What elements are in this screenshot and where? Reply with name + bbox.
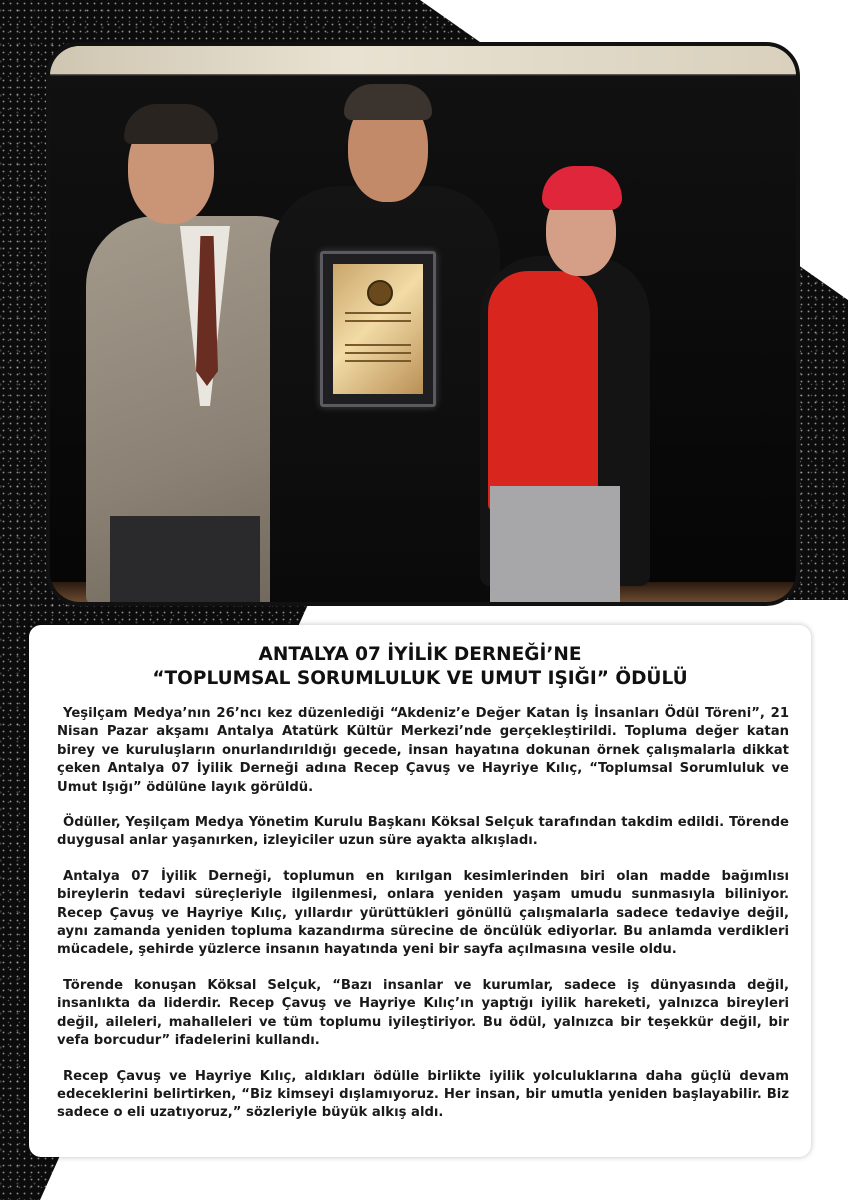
plaque-emblem	[367, 280, 393, 306]
right-person-red-shirt	[488, 271, 598, 511]
award-plaque	[320, 251, 436, 407]
plaque-text-line	[345, 312, 411, 314]
paragraph: Recep Çavuş ve Hayriye Kılıç, aldıkları ödülle birlikte iyilik yolculuklarına daha güçlü devam edeceklerini belirtirken, “Biz kimseyi dışlamıyoruz. Her insan, bir umutla yeniden başlayabilir. Biz sadece o eli uzatıyoruz,” sözleriyle büyük alkış aldı.	[57, 1068, 789, 1121]
left-person-trousers	[110, 516, 260, 606]
right-person-hair	[542, 166, 622, 210]
plaque-text-line	[345, 360, 411, 362]
paragraph: Ödüller, Yeşilçam Medya Yönetim Kurulu Başkanı Köksal Selçuk tarafından takdim edildi. Törende duygusal anlar yaşanırken, izleyiciler uzun süre ayakta alkışladı.	[57, 815, 789, 849]
paragraph: Törende konuşan Köksal Selçuk, “Bazı insanlar ve kurumlar, sadece iş dünyasında değil, insanlıkta da liderdir. Recep Çavuş ve Hayriye Kılıç’ın yaptığı iyilik hareketi, yalnızca bireyleri değil, aileleri, mahalleleri ve tüm toplumu iyileştiriyor. Bu ödül, yalnızca bir teşekkür değil, bir vefa borcudur” ifadelerini kullandı.	[57, 977, 789, 1049]
right-person-trousers	[490, 486, 620, 606]
paragraph: Yeşilçam Medya’nın 26’ncı kez düzenlediği “Akdeniz’e Değer Katan İş İnsanları Ödül Töreni”, 21 Nisan Pazar akşamı Antalya Atatürk Kültür Merkezi’nde gerçekleştirildi. Topluma değer katan birey ve kuruluşların onurlandırıldığı gecede, insan hayatına dokunan örnek çalışmalarla dikkat çeken Antalya 07 İyilik Derneği adına Recep Çavuş ve Hayriye Kılıç, “Toplumsal Sorumluluk ve Umut Işığı” ödülüne layık görüldü.	[57, 706, 789, 795]
article-card	[29, 625, 811, 1157]
title-line-1: ANTALYA 07 İYİLİK DERNEĞİ’NE	[258, 644, 582, 665]
middle-person-hair	[344, 84, 432, 120]
plaque-text-line	[345, 344, 411, 346]
award-photo	[46, 42, 800, 606]
paragraph: Antalya 07 İyilik Derneği, toplumun en kırılgan kesimlerinden biri olan madde bağımlısı bireylerin tedavi süreçleriyle ilgilenmesi, onlara yeniden yaşam umudu sunmasıyla biliniyor. Recep Çavuş ve Hayriye Kılıç, yıllardır yürüttükleri gönüllü çalışmalarla sadece tedaviye değil, aynı zamanda yeniden topluma kazandırma sürecine de öncülük ediyorlar. Bu anlamda verdikleri mücadele, şehirde yüzlerce insanın hayatında yeni bir sayfa açılmasına vesile oldu.	[57, 868, 789, 958]
left-person-hair	[124, 104, 218, 144]
stage-wall	[50, 46, 796, 74]
plaque-text-line	[345, 352, 411, 354]
article-body	[57, 705, 789, 1140]
title-line-2: “TOPLUMSAL SORUMLULUK VE UMUT IŞIĞI” ÖDÜLÜ	[152, 668, 688, 689]
article-title	[29, 643, 811, 691]
plaque-text-line	[345, 320, 411, 322]
plaque-face	[333, 264, 423, 394]
photo-scene	[50, 46, 796, 602]
